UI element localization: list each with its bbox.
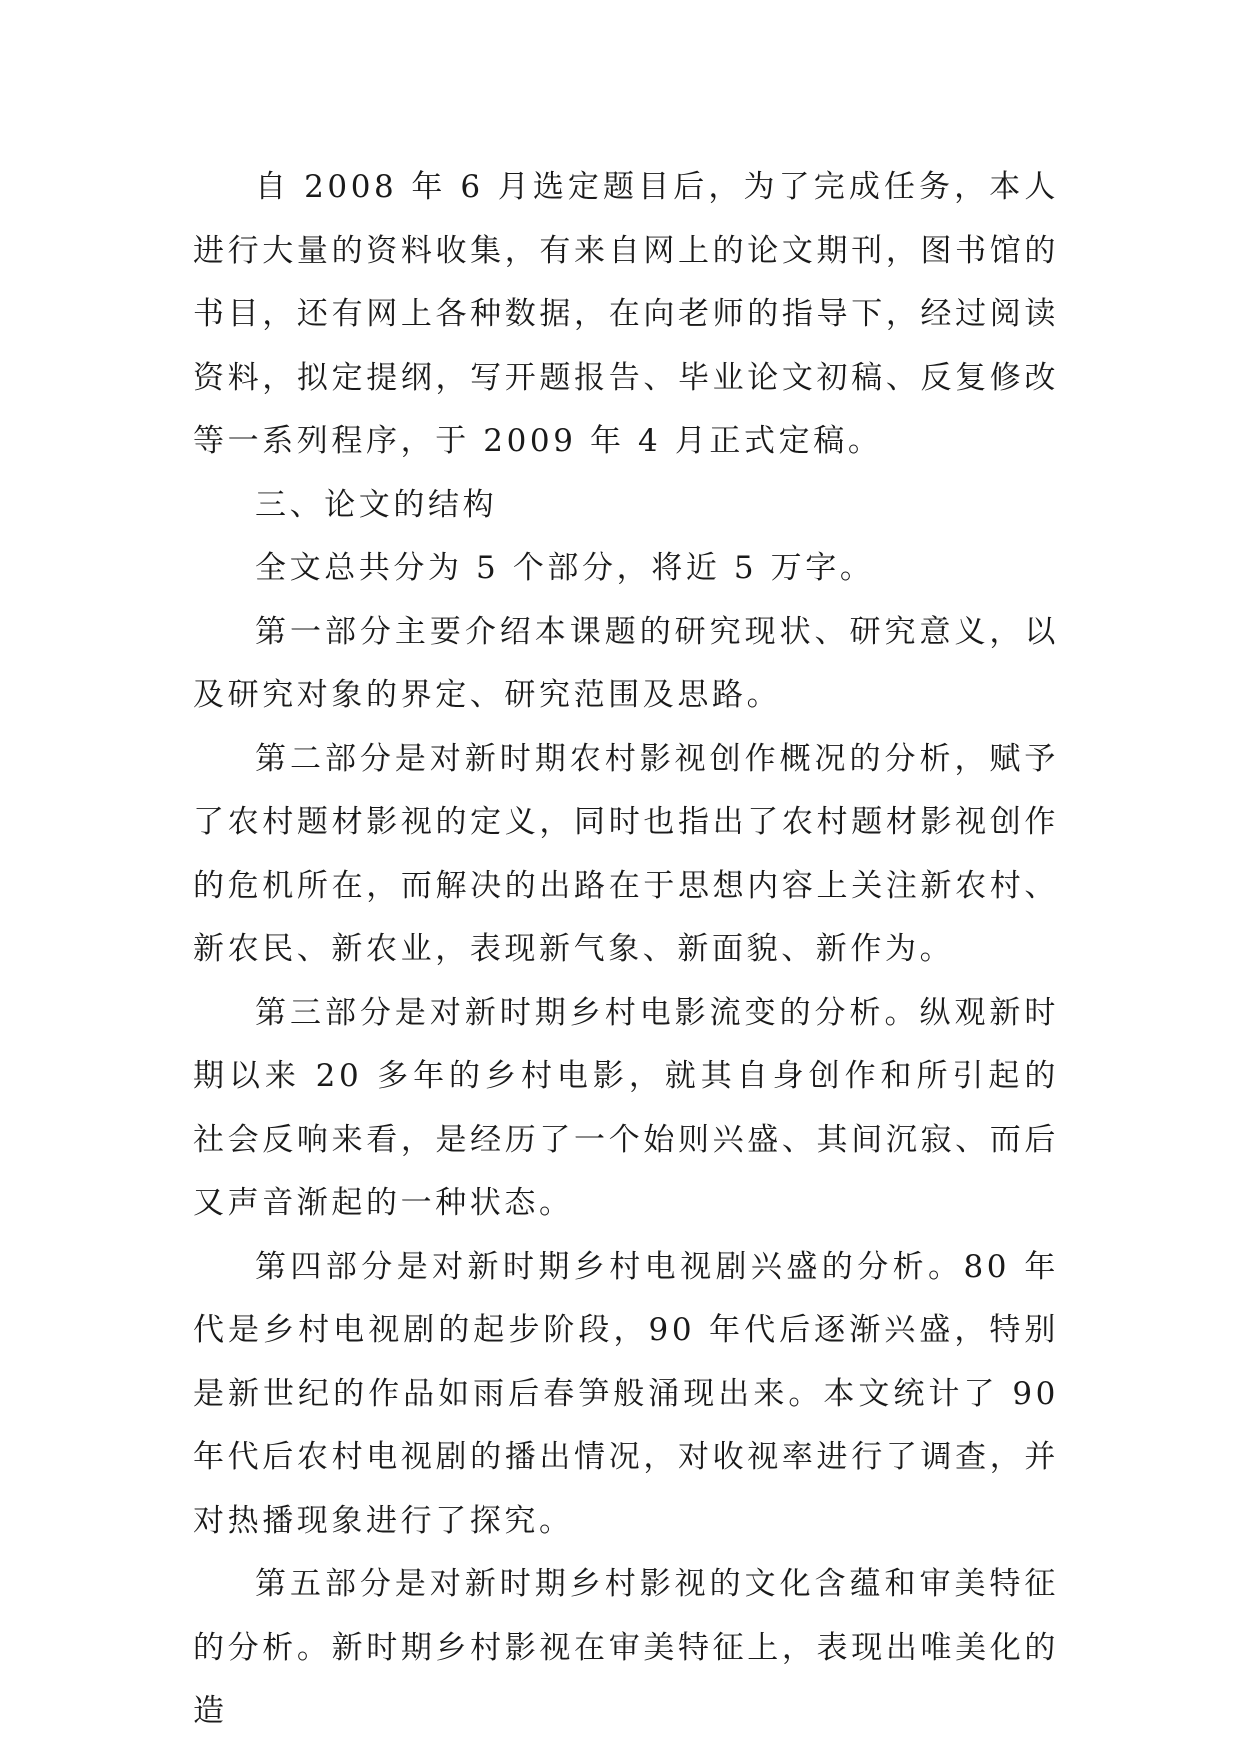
paragraph-part-one: 第一部分主要介绍本课题的研究现状、研究意义，以及研究对象的界定、研究范围及思路。: [193, 613, 1059, 713]
paragraph-part-five: 第五部分是对新时期乡村影视的文化含蕴和审美特征的分析。新时期乡村影视在审美特征上，表现出唯美化的造: [193, 1566, 1059, 1729]
paragraph-research-process: 自 2008 年 6 月选定题目后，为了完成任务，本人进行大量的资料收集，有来自网上的论文期刊，图书馆的书目，还有网上各种数据，在向老师的指导下，经过阅读资料，拟定提纲，写开题报告、毕业论文初稿、反复修改等一系列程序，于 2009 年 4 月正式定稿。: [193, 169, 1059, 459]
paragraph-part-two: 第二部分是对新时期农村影视创作概况的分析，赋予了农村题材影视的定义，同时也指出了农村题材影视创作的危机所在，而解决的出路在于思想内容上关注新农村、新农民、新农业，表现新气象、新面貌、新作为。: [193, 740, 1059, 967]
paragraph-overview: 全文总共分为 5 个部分，将近 5 万字。: [255, 550, 875, 586]
body-text: [193, 156, 1059, 1744]
paragraph-part-four: 第四部分是对新时期乡村电视剧兴盛的分析。80 年代是乡村电视剧的起步阶段，90 年代后逐渐兴盛，特别是新世纪的作品如雨后春笋般涌现出来。本文统计了 90 年代后农村电视剧的播出情况，对收视率进行了调查，并对热播现象进行了探究。: [193, 1248, 1059, 1539]
paragraph-part-three: 第三部分是对新时期乡村电影流变的分析。纵观新时期以来 20 多年的乡村电影，就其自身创作和所引起的社会反响来看，是经历了一个始则兴盛、其间沉寂、而后又声音渐起的一种状态。: [193, 994, 1059, 1221]
section-heading-structure: 三、论文的结构: [255, 486, 498, 523]
